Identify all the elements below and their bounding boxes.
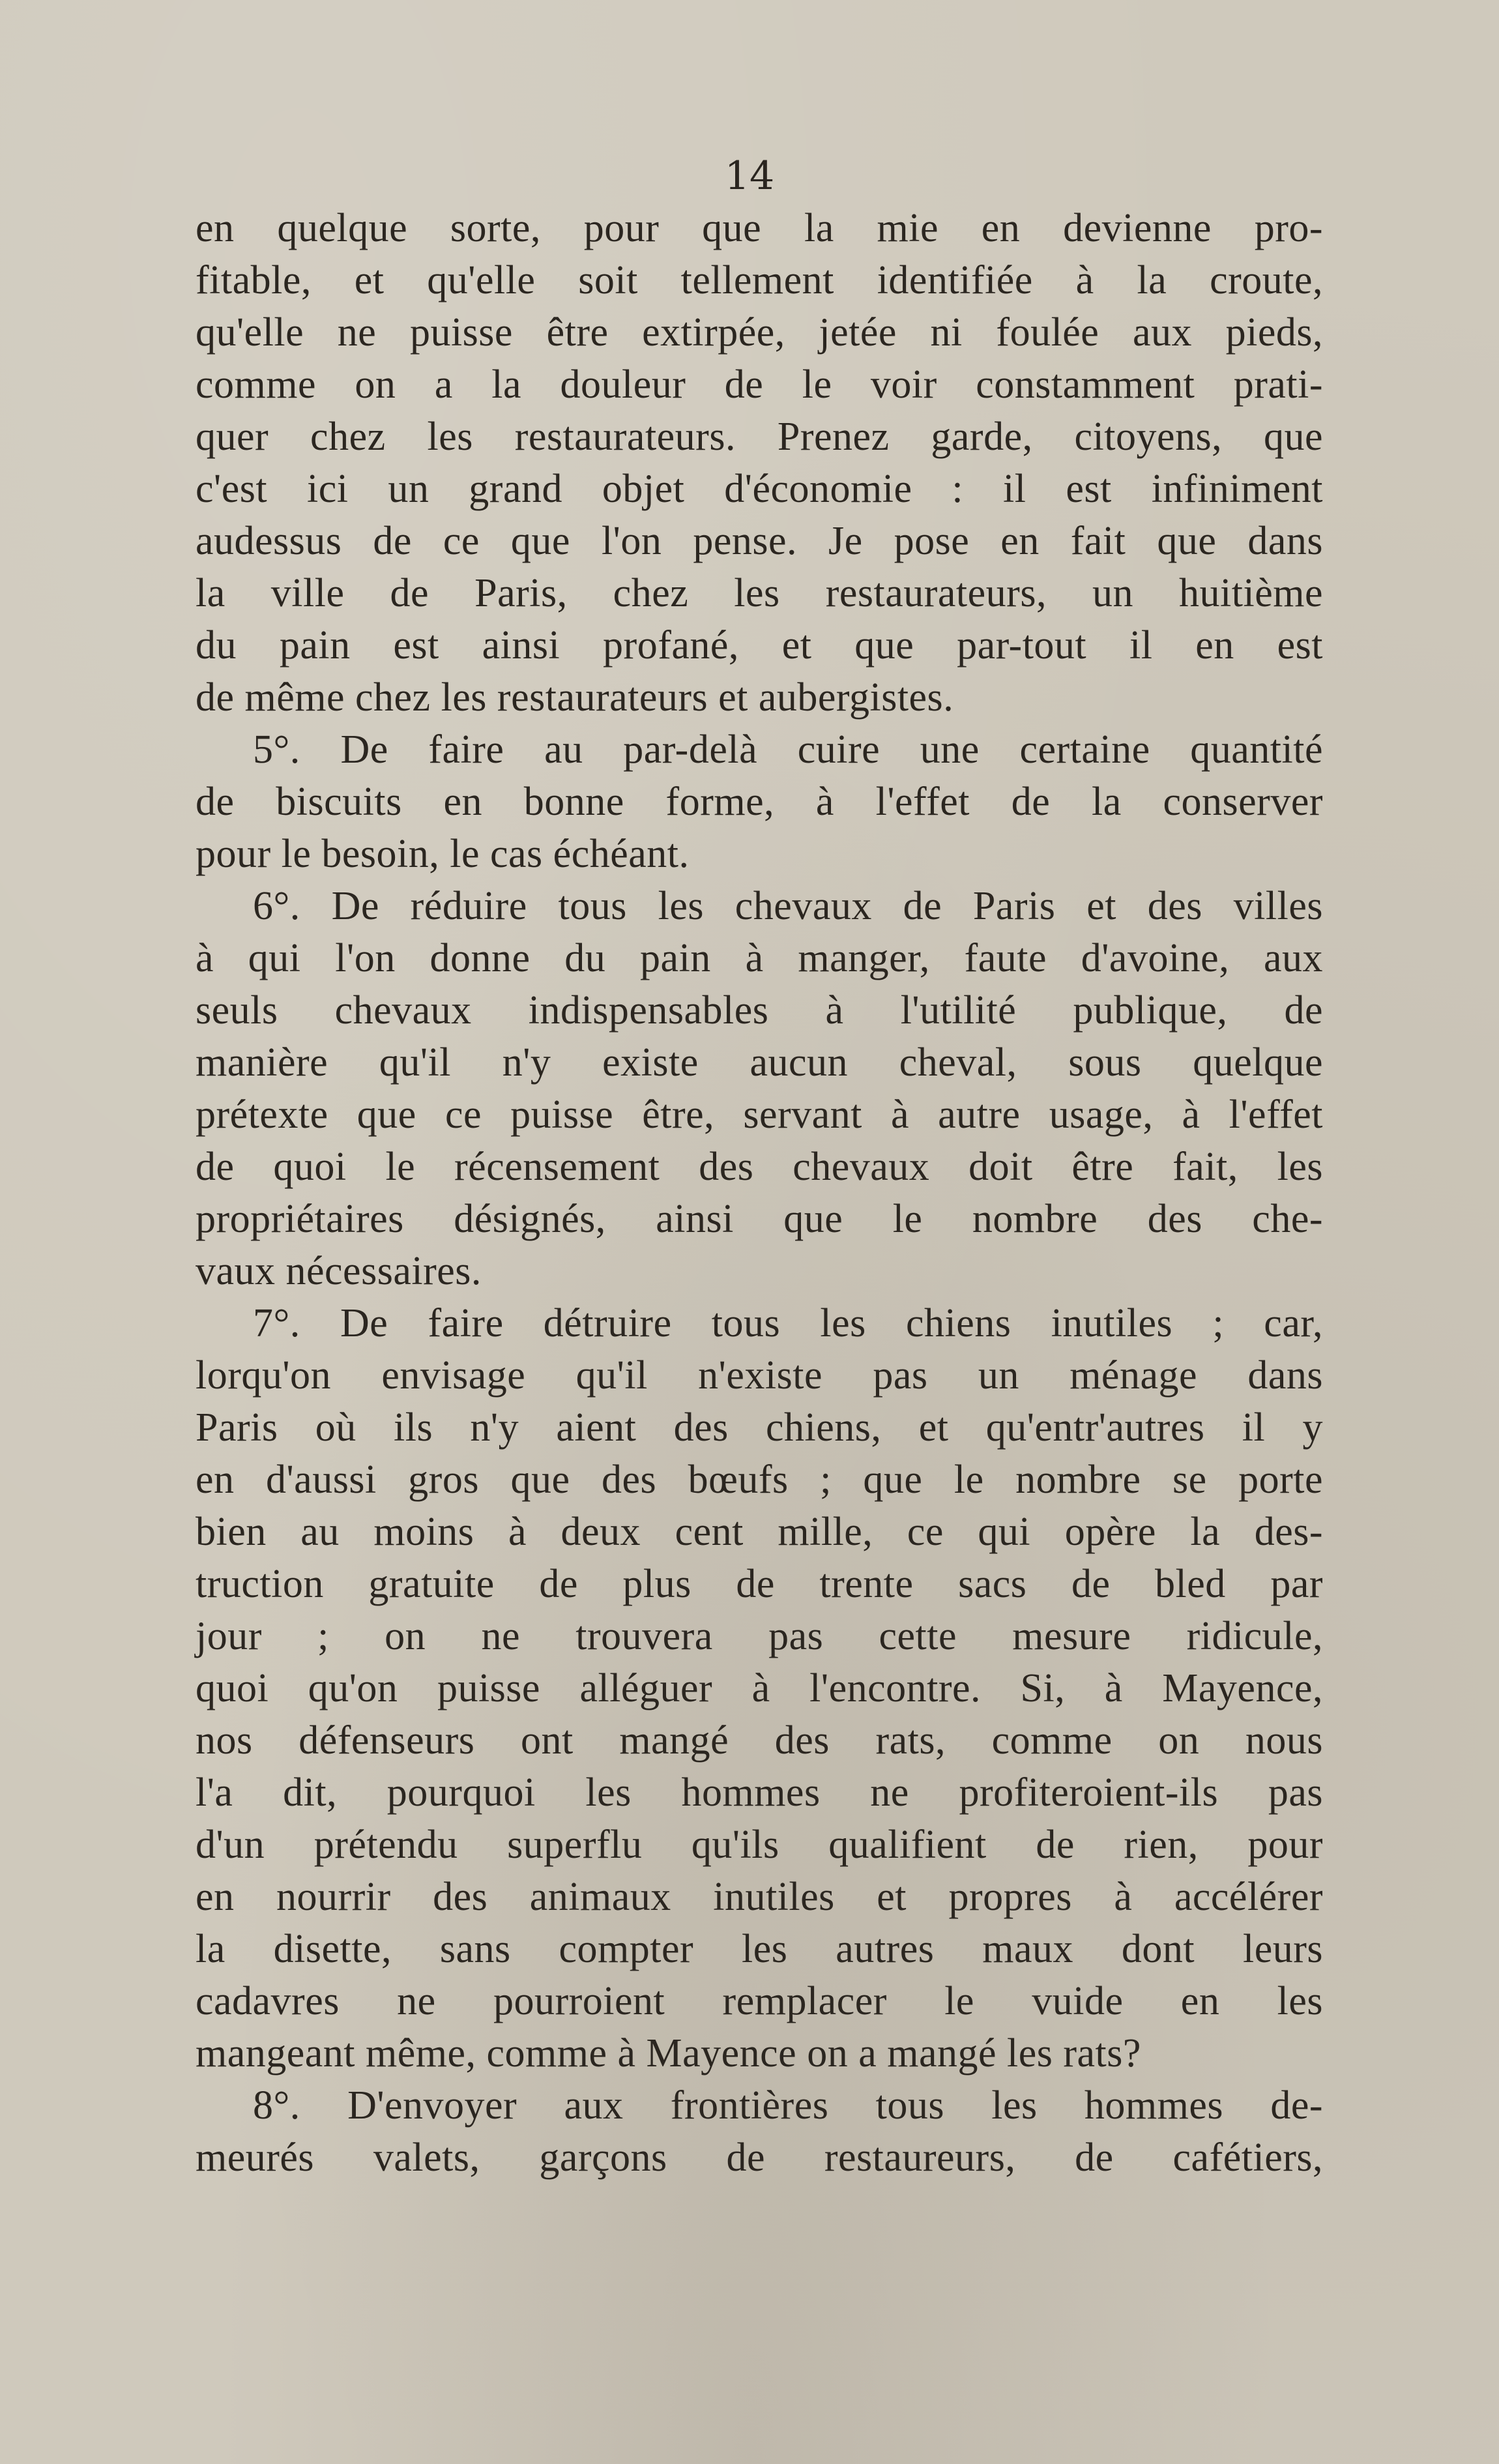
text-line: Paris où ils n'y aient des chiens, et qu'entr'autres il y [196,1405,1323,1450]
text-line: à qui l'on donne du pain à manger, faute d'avoine, aux [196,936,1323,980]
text-line: d'un prétendu superflu qu'ils qualifient de rien, pour [196,1823,1323,1867]
text-line: vaux nécessaires. [196,1249,482,1293]
text-line: jour ; on ne trouvera pas cette mesure ridicule, [196,1614,1323,1658]
text-line: 6°. De réduire tous les chevaux de Paris et des villes [253,884,1323,928]
text-line: l'a dit, pourquoi les hommes ne profiteroient-ils pas [196,1770,1323,1815]
text-line: de même chez les restaurateurs et aubergistes. [196,675,954,720]
text-line: prétexte que ce puisse être, servant à autre usage, à l'effet [196,1093,1323,1137]
text-line: fitable, et qu'elle soit tellement identifiée à la croute, [196,258,1323,302]
text-line: seuls chevaux indispensables à l'utilité publique, de [196,988,1323,1033]
text-line: nos défenseurs ont mangé des rats, comme on nous [196,1718,1323,1763]
text-line: lorqu'on envisage qu'il n'existe pas un ménage dans [196,1353,1323,1398]
text-line: truction gratuite de plus de trente sacs de bled par [196,1562,1323,1606]
text-line: meurés valets, garçons de restaureurs, de cafétiers, [196,2135,1323,2180]
text-line: comme on a la douleur de le voir constamment prati- [196,362,1323,407]
text-line: pour le besoin, le cas échéant. [196,832,690,876]
text-line: manière qu'il n'y existe aucun cheval, sous quelque [196,1040,1323,1085]
text-line: quoi qu'on puisse alléguer à l'encontre. Si, à Mayence, [196,1666,1323,1710]
text-line: c'est ici un grand objet d'économie : il est infiniment [196,467,1323,511]
text-lines [196,202,1323,2184]
text-line: du pain est ainsi profané, et que par-tout il en est [196,623,1323,667]
text-line: la ville de Paris, chez les restaurateurs, un huitième [196,571,1323,615]
text-line: qu'elle ne puisse être extirpée, jetée ni foulée aux pieds, [196,310,1323,355]
text-line: 7°. De faire détruire tous les chiens inutiles ; car, [253,1301,1323,1345]
text-line: propriétaires désignés, ainsi que le nombre des che- [196,1197,1323,1241]
body-text [196,202,1323,2184]
text-line: en nourrir des animaux inutiles et propres à accélérer [196,1875,1323,1919]
text-line: en d'aussi gros que des bœufs ; que le nombre se porte [196,1458,1323,1502]
text-line: cadavres ne pourroient remplacer le vuide en les [196,1979,1323,2023]
text-line: la disette, sans compter les autres maux dont leurs [196,1927,1323,1971]
text-line: quer chez les restaurateurs. Prenez garde, citoyens, que [196,415,1323,459]
text-line: mangeant même, comme à Mayence on a mangé les rats? [196,2031,1141,2075]
text-line: de quoi le récensement des chevaux doit être fait, les [196,1145,1323,1189]
text-line: audessus de ce que l'on pense. Je pose en fait que dans [196,519,1323,563]
page-number: 14 [724,153,775,199]
text-line: 8°. D'envoyer aux frontières tous les hommes de- [253,2083,1323,2128]
text-line: bien au moins à deux cent mille, ce qui opère la des- [196,1510,1323,1554]
text-line: en quelque sorte, pour que la mie en devienne pro- [196,206,1323,250]
text-line: 5°. De faire au par-delà cuire une certaine quantité [253,727,1323,772]
text-line: de biscuits en bonne forme, à l'effet de la conserver [196,780,1323,824]
